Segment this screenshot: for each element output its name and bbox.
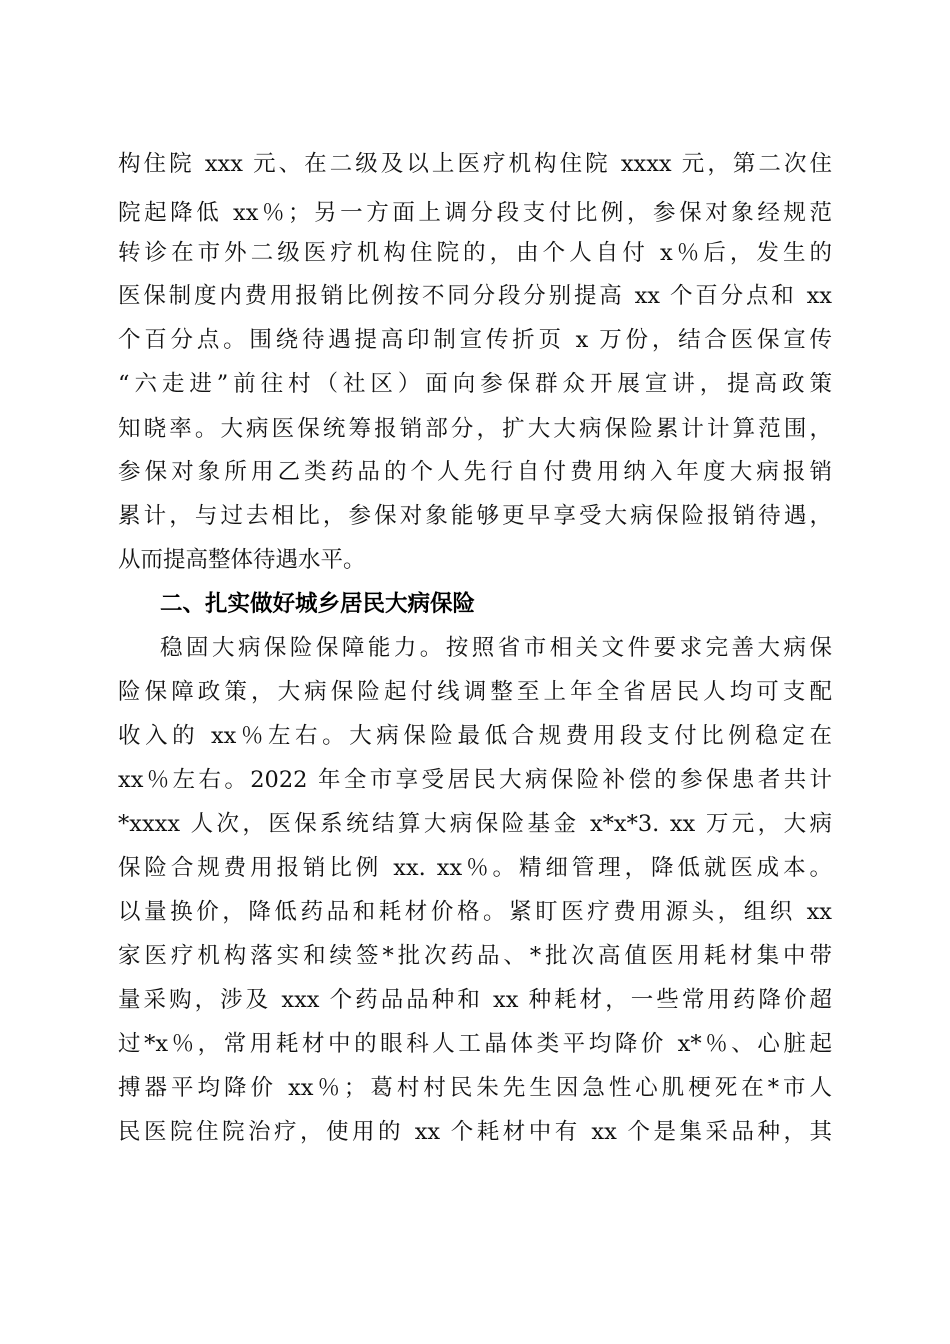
paragraph-line: 构住院 xxx 元、在二级及以上医疗机构住院 xxxx 元，第二次住: [118, 151, 832, 177]
paragraph-line: 量采购，涉及 xxx 个药品品种和 xx 种耗材，一些常用药降价超: [118, 987, 832, 1013]
paragraph-line: 从而提高整体待遇水平。: [118, 547, 366, 573]
paragraph-line: 参保对象所用乙类药品的个人先行自付费用纳入年度大病报销: [118, 459, 832, 485]
paragraph-line: 收入的 xx％左右。大病保险最低合规费用段支付比例稳定在: [118, 723, 832, 749]
paragraph-line: 累计，与过去相比，参保对象能够更早享受大病保险报销待遇，: [118, 503, 832, 529]
paragraph-line: 知晓率。大病医保统筹报销部分，扩大大病保险累计计算范围，: [118, 416, 832, 442]
paragraph-line: 转诊在市外二级医疗机构住院的，由个人自付 x％后，发生的: [118, 240, 832, 266]
paragraph-line: 稳固大病保险保障能力。按照省市相关文件要求完善大病保: [160, 635, 832, 661]
paragraph-line: 搏器平均降价 xx％；葛村村民朱先生因急性心肌梗死在*市人: [118, 1075, 832, 1101]
paragraph-line: 过*x％，常用耗材中的眼科人工晶体类平均降价 x*％、心脏起: [118, 1031, 832, 1057]
paragraph-line: 保险合规费用报销比例 xx. xx％。精细管理，降低就医成本。: [118, 855, 832, 881]
paragraph-line: xx％左右。2022 年全市享受居民大病保险补偿的参保患者共计: [118, 767, 832, 793]
paragraph-line: 个百分点。围绕待遇提高印制宣传折页 x 万份，结合医保宣传: [118, 327, 832, 353]
paragraph-line: 家医疗机构落实和续签*批次药品、*批次高值医用耗材集中带: [118, 943, 832, 969]
paragraph-line: 险保障政策，大病保险起付线调整至上年全省居民人均可支配: [118, 679, 832, 705]
paragraph-line: 民医院住院治疗，使用的 xx 个耗材中有 xx 个是集采品种，其: [118, 1119, 832, 1145]
paragraph-line: 医保制度内费用报销比例按不同分段分别提高 xx 个百分点和 xx: [118, 283, 832, 309]
paragraph-line: 院起降低 xx％；另一方面上调分段支付比例，参保对象经规范: [118, 200, 832, 226]
paragraph-line: “六走进”前往村（社区）面向参保群众开展宣讲，提高政策: [118, 371, 832, 397]
paragraph-line: *xxxx 人次，医保系统结算大病保险基金 x*x*3. xx 万元，大病: [118, 811, 832, 837]
section-heading: 二、扎实做好城乡居民大病保险: [160, 591, 476, 617]
paragraph-line: 以量换价，降低药品和耗材价格。紧盯医疗费用源头，组织 xx: [118, 899, 832, 925]
